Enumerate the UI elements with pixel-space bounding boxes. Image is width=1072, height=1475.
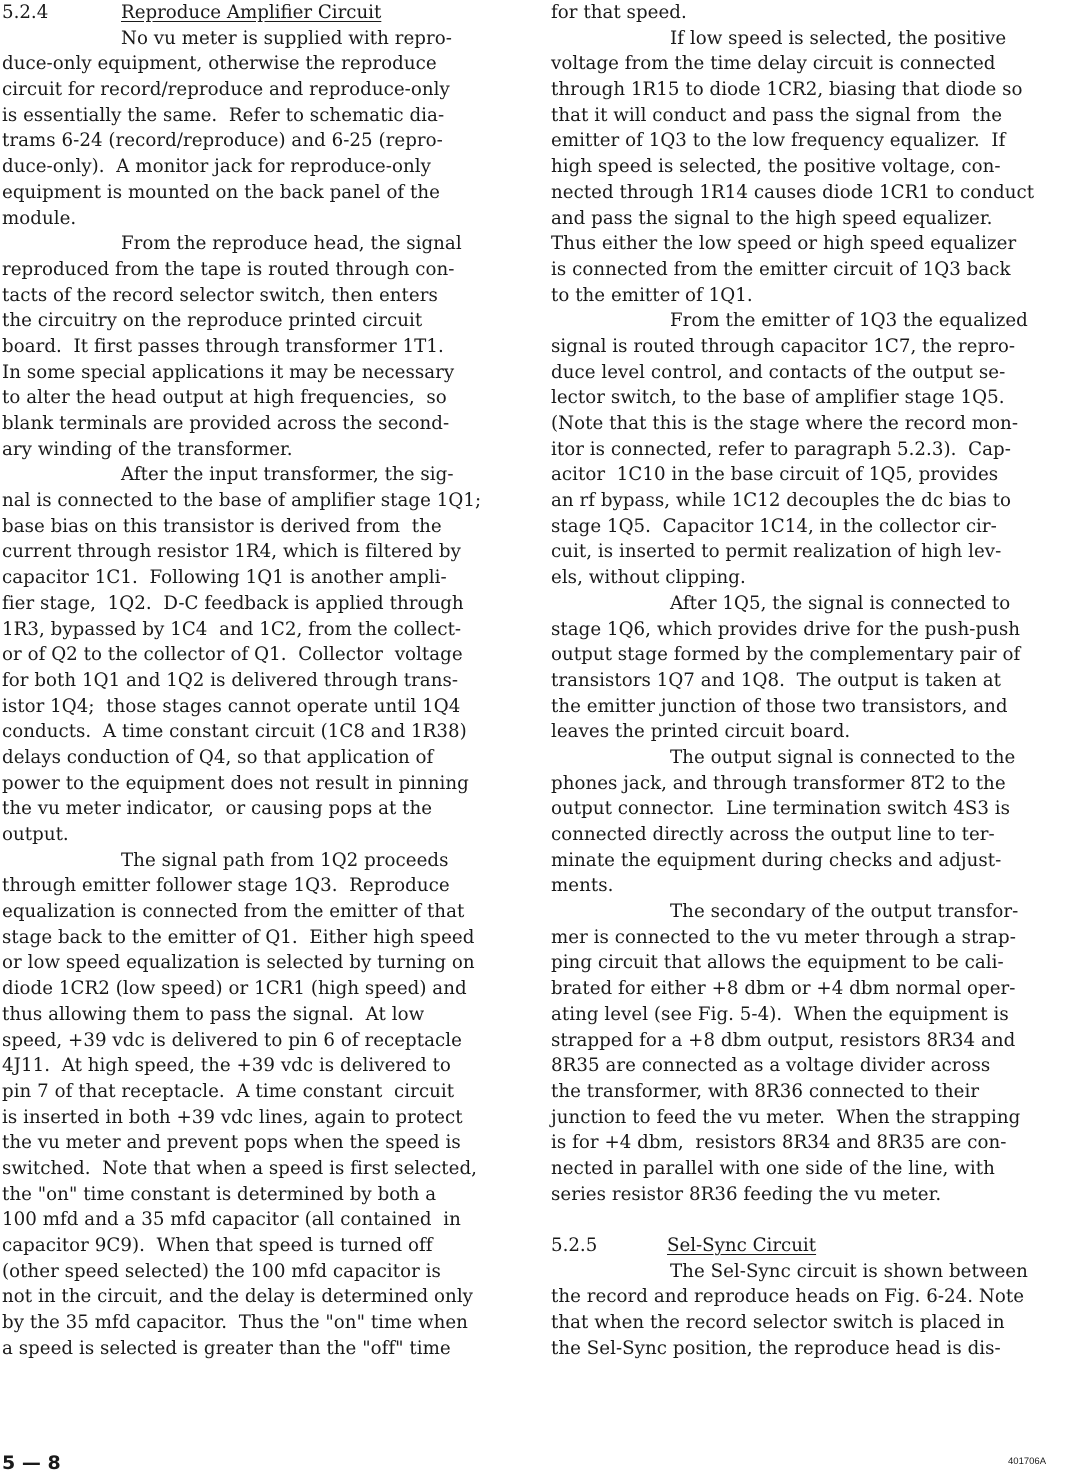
text-line: equalization is connected from the emitter of that	[2, 901, 465, 923]
text-line: ating level (see Fig. 5-4). When the equipment is	[551, 1003, 1009, 1025]
text-line: the "on" time constant is determined by both a	[2, 1183, 437, 1205]
text-line: is inserted in both +39 vdc lines, again to protect	[2, 1106, 463, 1128]
text-line: through 1R15 to diode 1CR2, biasing that diode so	[551, 79, 1023, 101]
text-line: duce level control, and contacts of the output se-	[551, 361, 1006, 383]
text-line: emitter of 1Q3 to the low frequency equalizer. If	[551, 130, 1006, 152]
section-body	[2, 26, 524, 1362]
text-line: acitor 1C10 in the base circuit of 1Q5, provides	[551, 464, 999, 486]
text-line: From the reproduce head, the signal	[121, 233, 462, 255]
text-line: or low speed equalization is selected by turning on	[2, 952, 475, 974]
text-line: equipment is mounted on the back panel of the	[2, 181, 440, 203]
text-line: output connector. Line termination switch 4S3 is	[551, 798, 1011, 820]
text-line: by the 35 mfd capacitor. Thus the "on" time when	[2, 1312, 468, 1334]
text-line: connected directly across the output line to ter-	[551, 824, 995, 845]
paragraph	[551, 899, 1072, 1207]
text-line: an rf bypass, while 1C12 decouples the dc bias to	[551, 490, 1011, 512]
text-line: to the emitter of 1Q1.	[551, 284, 753, 306]
text-line: through emitter follower stage 1Q3. Reproduce	[2, 875, 450, 897]
text-line: high speed is selected, the positive voltage, con-	[551, 156, 1001, 178]
text-line: board. It first passes through transformer 1T1.	[2, 335, 444, 357]
text-line: the circuitry on the reproduce printed circuit	[2, 310, 423, 332]
text-line: the transformer, with 8R36 connected to their	[551, 1080, 980, 1102]
paragraph	[551, 591, 1072, 745]
text-line: diode 1CR2 (low speed) or 1CR1 (high speed) and	[2, 978, 467, 1000]
document-code: 401706A	[1008, 1456, 1047, 1467]
text-line: trams 6-24 (record/reproduce) and 6-25 (repro-	[2, 130, 443, 152]
text-line: delays conduction of Q4, so that application of	[2, 746, 434, 768]
section-spacer	[551, 1207, 1072, 1233]
paragraph	[551, 308, 1072, 591]
left-column	[2, 0, 524, 1361]
text-line: pin 7 of that receptacle. A time constant circuit	[2, 1080, 455, 1102]
section-number: 5.2.4	[2, 2, 49, 23]
text-line: module.	[2, 207, 77, 229]
text-line: blank terminals are provided across the second-	[2, 413, 450, 434]
text-line: mer is connected to the vu meter through a strap-	[551, 926, 1016, 948]
text-line: After the input transformer, the sig-	[121, 464, 454, 486]
text-line: nected in parallel with one side of the line, with	[551, 1157, 995, 1179]
text-line: After 1Q5, the signal is connected to	[670, 592, 1011, 614]
text-line: power to the equipment does not result in pinning	[2, 772, 469, 794]
text-line: reproduced from the tape is routed through con-	[2, 258, 455, 280]
text-line: leaves the printed circuit board.	[551, 721, 851, 743]
text-line: From the emitter of 1Q3 the equalized	[670, 310, 1028, 332]
text-line: nal is connected to the base of amplifier stage 1Q1;	[2, 490, 482, 512]
text-line: In some special applications it may be necessary	[2, 361, 455, 383]
text-line: duce-only). A monitor jack for reproduce-only	[2, 156, 431, 178]
text-line: (other speed selected) the 100 mfd capacitor is	[2, 1260, 441, 1282]
text-line: transistors 1Q7 and 1Q8. The output is taken at	[551, 669, 1002, 691]
text-line: cuit, is inserted to permit realization of high lev-	[551, 541, 1002, 563]
section-number: 5.2.5	[551, 1235, 598, 1256]
text-line: lector switch, to the base of amplifier stage 1Q5.	[551, 387, 1005, 409]
paragraph	[2, 462, 524, 847]
text-line: conducts. A time constant circuit (1C8 and 1R38)	[2, 721, 467, 743]
text-line: If low speed is selected, the positive	[670, 27, 1007, 49]
text-line: No vu meter is supplied with repro-	[121, 27, 452, 49]
text-line: is connected from the emitter circuit of 1Q3 back	[551, 258, 1011, 280]
text-line: nected through 1R14 causes diode 1CR1 to conduct	[551, 181, 1035, 203]
text-line: the vu meter indicator, or causing pops at the	[2, 798, 433, 820]
text-line: a speed is selected is greater than the "off" time	[2, 1337, 451, 1359]
text-line: capacitor 9C9). When that speed is turned off	[2, 1235, 433, 1256]
paragraph	[2, 848, 524, 1362]
text-line: is for +4 dbm, resistors 8R34 and 8R35 are con-	[551, 1132, 1007, 1154]
text-line: duce-only equipment, otherwise the reproduce	[2, 53, 437, 75]
section-title: Sel-Sync Circuit	[667, 1235, 817, 1256]
text-line: to alter the head output at high frequencies, so	[2, 387, 447, 409]
text-line: that when the record selector switch is placed in	[551, 1312, 1005, 1334]
text-line: stage back to the emitter of Q1. Either high speed	[2, 926, 475, 948]
text-line: itor is connected, refer to paragraph 5.2.3). Cap-	[551, 438, 1011, 460]
text-line: the record and reproduce heads on Fig. 6-24. Note	[551, 1286, 1025, 1308]
text-line: fier stage, 1Q2. D-C feedback is applied through	[2, 592, 464, 614]
text-line: (Note that this is the stage where the record mon-	[551, 413, 1019, 434]
text-line: The output signal is connected to the	[670, 746, 1016, 768]
text-line: ping circuit that allows the equipment to be cali-	[551, 952, 1004, 974]
text-line: base bias on this transistor is derived from the	[2, 515, 442, 537]
text-line: tacts of the record selector switch, then enters	[2, 284, 438, 306]
text-line: The signal path from 1Q2 proceeds	[121, 849, 449, 871]
text-line: speed, +39 vdc is delivered to pin 6 of receptacle	[2, 1029, 462, 1051]
text-line: or of Q2 to the collector of Q1. Collector voltage	[2, 644, 463, 666]
section-heading-5-2-4	[2, 0, 524, 26]
paragraph	[551, 1259, 1072, 1362]
text-line: capacitor 1C1. Following 1Q1 is another ampli-	[2, 567, 447, 589]
text-line: for that speed.	[551, 2, 687, 23]
text-line: for both 1Q1 and 1Q2 is delivered through trans-	[2, 669, 459, 691]
text-line: output.	[2, 824, 69, 845]
text-line: switched. Note that when a speed is first selected,	[2, 1157, 477, 1179]
paragraph	[551, 745, 1072, 899]
text-line: The secondary of the output transfor-	[670, 901, 1019, 923]
text-line: that it will conduct and pass the signal from the	[551, 104, 1003, 126]
text-line: 8R35 are connected as a voltage divider across	[551, 1055, 991, 1077]
text-line: Thus either the low speed or high speed equalizer	[551, 233, 1017, 255]
text-line: and pass the signal to the high speed equalizer.	[551, 207, 993, 229]
text-line: 100 mfd and a 35 mfd capacitor (all contained in	[2, 1209, 461, 1231]
text-line: circuit for record/reproduce and reproduce-only	[2, 79, 450, 101]
text-line: 1R3, bypassed by 1C4 and 1C2, from the collect-	[2, 618, 462, 640]
page-number: 5 — 8	[2, 1452, 61, 1474]
text-line: brated for either +8 dbm or +4 dbm normal oper-	[551, 978, 1016, 1000]
paragraph	[2, 26, 524, 232]
text-line: the Sel-Sync position, the reproduce head is dis-	[551, 1337, 1001, 1359]
text-line: phones jack, and through transformer 8T2 to the	[551, 772, 1006, 794]
text-line: istor 1Q4; those stages cannot operate until 1Q4	[2, 695, 461, 717]
text-line: minate the equipment during checks and adjust-	[551, 849, 1002, 871]
paragraph	[551, 26, 1072, 309]
text-line: 4J11. At high speed, the +39 vdc is delivered to	[2, 1055, 451, 1077]
right-column	[551, 0, 1072, 1361]
text-line: series resistor 8R36 feeding the vu meter.	[551, 1183, 942, 1205]
section-title: Reproduce Amplifier Circuit	[121, 2, 382, 23]
text-line: not in the circuit, and the delay is determined only	[2, 1286, 474, 1308]
text-line: stage 1Q6, which provides drive for the push-push	[551, 618, 1021, 640]
section-heading-5-2-5	[551, 1233, 1072, 1259]
text-line: is essentially the same. Refer to schematic dia-	[2, 104, 445, 126]
text-line: voltage from the time delay circuit is connected	[551, 53, 996, 75]
text-line: els, without clipping.	[551, 567, 746, 589]
text-line: strapped for a +8 dbm output, resistors 8R34 and	[551, 1029, 1016, 1051]
section-body	[551, 1259, 1072, 1362]
text-line: output stage formed by the complementary pair of	[551, 644, 1021, 666]
text-line: The Sel-Sync circuit is shown between	[670, 1260, 1028, 1282]
text-line: the emitter junction of those two transistors, and	[551, 695, 1008, 717]
text-line: junction to feed the vu meter. When the strapping	[551, 1106, 1021, 1128]
text-line: ments.	[551, 875, 614, 897]
text-line: ary winding of the transformer.	[2, 438, 293, 460]
text-line: stage 1Q5. Capacitor 1C14, in the collector cir-	[551, 515, 997, 537]
text-line: the vu meter and prevent pops when the speed is	[2, 1132, 461, 1154]
continuation-text	[551, 0, 1072, 26]
text-line: signal is routed through capacitor 1C7, the repro-	[551, 335, 1016, 357]
text-line: thus allowing them to pass the signal. At low	[2, 1003, 425, 1025]
paragraph	[2, 231, 524, 462]
right-body	[551, 26, 1072, 1208]
text-line: current through resistor 1R4, which is filtered by	[2, 541, 461, 563]
